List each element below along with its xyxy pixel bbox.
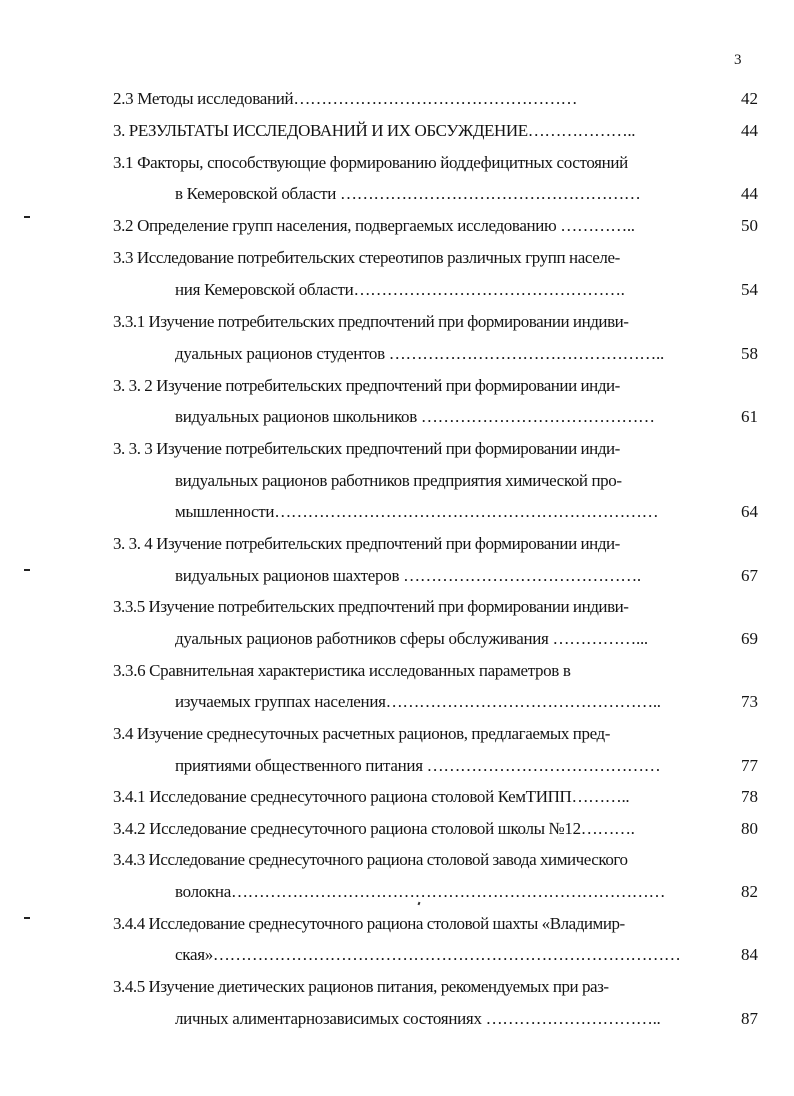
toc-line: 3.4.3 Исследование среднесуточного рациона столовой завода химического: [113, 850, 628, 869]
toc-page-number: 73: [741, 692, 758, 711]
toc-line: ния Кемеровской области………………………………………….: [175, 280, 625, 299]
toc-line: дуальных рационов студентов …………………………………………..: [175, 344, 664, 363]
toc-line: 3.3.5 Изучение потребительских предпочтений при формировании индиви-: [113, 597, 629, 616]
toc-line: 3. РЕЗУЛЬТАТЫ ИССЛЕДОВАНИЙ И ИХ ОБСУЖДЕНИЕ………………..: [113, 121, 636, 140]
toc-page-number: 84: [741, 945, 758, 964]
toc-page-number: 58: [741, 344, 758, 363]
toc-line: приятиями общественного питания ……………………………………: [175, 756, 661, 775]
toc-line: 3.2 Определение групп населения, подвергаемых исследованию …………..: [113, 216, 635, 235]
toc-line: видуальных рационов работников предприятия химической про-: [175, 471, 622, 490]
toc-line: 3.4.4 Исследование среднесуточного рациона столовой шахты «Владимир-: [113, 914, 625, 933]
toc-line: личных алиментарнозависимых состояниях …………………………..: [175, 1009, 661, 1028]
toc-line: в Кемеровской области ………………………………………………: [175, 184, 641, 203]
toc-page-number: 64: [741, 502, 758, 521]
toc-line: 3. 3. 2 Изучение потребительских предпочтений при формировании инди-: [113, 376, 620, 395]
toc-page-number: 78: [741, 787, 758, 806]
toc-page-number: 44: [741, 121, 758, 140]
toc-line: 3.1 Факторы, способствующие формированию йоддефицитных состояний: [113, 153, 628, 172]
margin-mark: [24, 569, 30, 571]
toc-page-number: 87: [741, 1009, 758, 1028]
toc-page-number: 61: [741, 407, 758, 426]
toc-line: 2.3 Методы исследований……………………………………………: [113, 89, 578, 108]
toc-line: видуальных рационов школьников ……………………………………: [175, 407, 655, 426]
toc-page-number: 54: [741, 280, 758, 299]
page-number: 3: [734, 52, 742, 68]
toc-page-number: 67: [741, 566, 758, 585]
toc-line: 3. 3. 4 Изучение потребительских предпочтений при формировании инди-: [113, 534, 620, 553]
toc-line: ская»…………………………………………………………………………: [175, 945, 681, 964]
toc-page-number: 77: [741, 756, 758, 775]
toc-line: изучаемых группах населения…………………………………………..: [175, 692, 661, 711]
scan-speck: [418, 902, 421, 906]
toc-line: 3.4 Изучение среднесуточных расчетных рационов, предлагаемых пред-: [113, 724, 611, 743]
toc-line: мышленности……………………………………………………………: [175, 502, 659, 521]
toc-page-number: 42: [741, 89, 758, 108]
toc-page-number: 50: [741, 216, 758, 235]
margin-mark: [24, 917, 30, 919]
toc-page-number: 80: [741, 819, 758, 838]
toc-line: видуальных рационов шахтеров …………………………………….: [175, 566, 641, 585]
toc-line: 3.3 Исследование потребительских стереотипов различных групп населе-: [113, 248, 620, 267]
toc-line: дуальных рационов работников сферы обслуживания ……………...: [175, 629, 648, 648]
toc-page-number: 44: [741, 184, 758, 203]
toc-page-number: 82: [741, 882, 758, 901]
margin-mark: [24, 216, 30, 218]
toc-page-number: 69: [741, 629, 758, 648]
toc-line: 3.4.5 Изучение диетических рационов питания, рекомендуемых при раз-: [113, 977, 609, 996]
toc-line: 3.3.6 Сравнительная характеристика исследованных параметров в: [113, 661, 571, 680]
toc-line: 3.3.1 Изучение потребительских предпочтений при формировании индиви-: [113, 312, 629, 331]
toc-line: 3.4.2 Исследование среднесуточного рациона столовой школы №12……….: [113, 819, 635, 838]
toc-line: 3.4.1 Исследование среднесуточного рациона столовой КемТИПП………..: [113, 787, 630, 806]
toc-line: 3. 3. 3 Изучение потребительских предпочтений при формировании инди-: [113, 439, 620, 458]
toc-line: волокна……………………………………………………………………: [175, 882, 666, 901]
